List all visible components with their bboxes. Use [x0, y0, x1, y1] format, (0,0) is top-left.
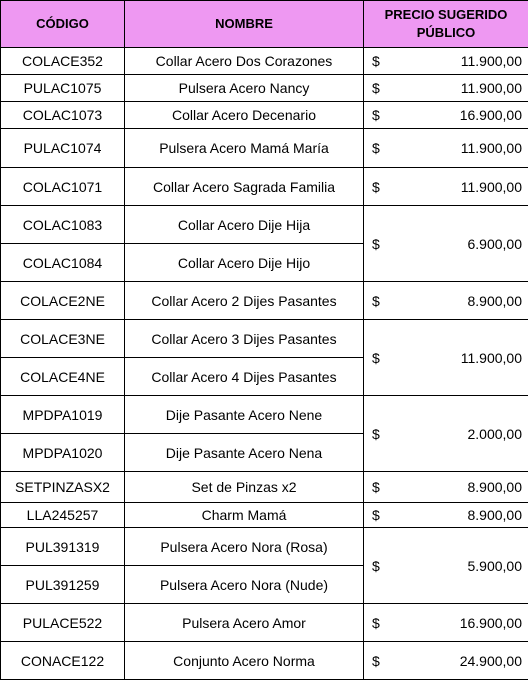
price-cell — [364, 168, 528, 206]
code-cell: PULAC1074 — [1, 129, 125, 168]
price-cell — [364, 604, 528, 642]
name-cell: Collar Acero 4 Dijes Pasantes — [125, 358, 364, 396]
code-cell: COLACE3NE — [1, 320, 125, 358]
name-cell: Collar Acero Decenario — [125, 102, 364, 129]
name-cell: Collar Acero Dije Hija — [125, 206, 364, 244]
price-value: 8.900,00 — [467, 479, 522, 495]
price-value: 16.900,00 — [459, 107, 522, 123]
code-cell: COLACE2NE — [1, 282, 125, 320]
price-value: 11.900,00 — [460, 140, 522, 156]
price-value: 11.900,00 — [460, 53, 522, 69]
price-value: 5.900,00 — [467, 557, 522, 574]
price-cell — [364, 48, 528, 75]
price-cell — [364, 206, 528, 282]
price-value: 16.900,00 — [459, 614, 522, 631]
price-value: 2.000,00 — [467, 425, 522, 442]
name-cell: Charm Mamá — [125, 503, 364, 528]
table-row — [1, 396, 528, 434]
header-nombre: NOMBRE — [125, 1, 364, 48]
code-cell: PUL391259 — [1, 566, 125, 604]
table-row — [1, 642, 528, 680]
price-cell — [364, 528, 528, 604]
name-cell: Collar Acero Sagrada Familia — [125, 168, 364, 206]
price-value: 8.900,00 — [467, 507, 522, 523]
price-value: 24.900,00 — [459, 652, 522, 669]
table-row — [1, 503, 528, 528]
price-cell — [364, 320, 528, 396]
currency-symbol: $ — [372, 652, 380, 669]
table-row — [1, 129, 528, 168]
currency-symbol: $ — [372, 107, 380, 123]
table-row — [1, 206, 528, 244]
name-cell: Pulsera Acero Nancy — [125, 75, 364, 102]
currency-symbol: $ — [372, 507, 380, 523]
table-row — [1, 320, 528, 358]
currency-symbol: $ — [372, 614, 380, 631]
name-cell: Conjunto Acero Norma — [125, 642, 364, 680]
table-row — [1, 282, 528, 320]
table-row — [1, 528, 528, 566]
currency-symbol: $ — [372, 292, 380, 309]
code-cell: MPDPA1019 — [1, 396, 125, 434]
price-value: 6.900,00 — [467, 235, 522, 252]
name-cell: Collar Acero 3 Dijes Pasantes — [125, 320, 364, 358]
name-cell: Dije Pasante Acero Nena — [125, 434, 364, 472]
price-cell — [364, 282, 528, 320]
code-cell: PULAC1075 — [1, 75, 125, 102]
price-value: 11.900,00 — [460, 80, 522, 96]
price-cell — [364, 75, 528, 102]
price-value: 11.900,00 — [460, 349, 522, 366]
currency-symbol: $ — [372, 349, 380, 366]
table-row — [1, 75, 528, 102]
table-row — [1, 168, 528, 206]
price-value: 8.900,00 — [467, 292, 522, 309]
price-cell — [364, 472, 528, 503]
price-cell — [364, 102, 528, 129]
name-cell: Collar Acero Dije Hijo — [125, 244, 364, 282]
header-row — [1, 1, 528, 48]
code-cell: COLACE4NE — [1, 358, 125, 396]
currency-symbol: $ — [372, 80, 380, 96]
code-cell: SETPINZASX2 — [1, 472, 125, 503]
name-cell: Pulsera Acero Mamá María — [125, 129, 364, 168]
code-cell: MPDPA1020 — [1, 434, 125, 472]
price-cell — [364, 642, 528, 680]
price-value: 11.900,00 — [460, 178, 522, 195]
name-cell: Collar Acero 2 Dijes Pasantes — [125, 282, 364, 320]
code-cell: LLA245257 — [1, 503, 125, 528]
header-codigo: CÓDIGO — [1, 1, 125, 48]
name-cell: Pulsera Acero Nora (Nude) — [125, 566, 364, 604]
currency-symbol: $ — [372, 178, 380, 195]
currency-symbol: $ — [372, 235, 380, 252]
currency-symbol: $ — [372, 140, 380, 156]
code-cell: COLAC1084 — [1, 244, 125, 282]
currency-symbol: $ — [372, 557, 380, 574]
table-row — [1, 472, 528, 503]
code-cell: COLAC1071 — [1, 168, 125, 206]
name-cell: Pulsera Acero Nora (Rosa) — [125, 528, 364, 566]
code-cell: COLACE352 — [1, 48, 125, 75]
name-cell: Set de Pinzas x2 — [125, 472, 364, 503]
code-cell: COLAC1073 — [1, 102, 125, 129]
price-cell — [364, 503, 528, 528]
code-cell: PUL391319 — [1, 528, 125, 566]
name-cell: Pulsera Acero Amor — [125, 604, 364, 642]
name-cell: Dije Pasante Acero Nene — [125, 396, 364, 434]
table-row — [1, 48, 528, 75]
name-cell: Collar Acero Dos Corazones — [125, 48, 364, 75]
price-cell — [364, 396, 528, 472]
code-cell: CONACE122 — [1, 642, 125, 680]
code-cell: COLAC1083 — [1, 206, 125, 244]
currency-symbol: $ — [372, 479, 380, 495]
currency-symbol: $ — [372, 53, 380, 69]
currency-symbol: $ — [372, 425, 380, 442]
table-row — [1, 604, 528, 642]
table-row — [1, 102, 528, 129]
code-cell: PULACE522 — [1, 604, 125, 642]
price-cell — [364, 129, 528, 168]
header-precio: PRECIO SUGERIDO PÚBLICO — [364, 1, 528, 48]
